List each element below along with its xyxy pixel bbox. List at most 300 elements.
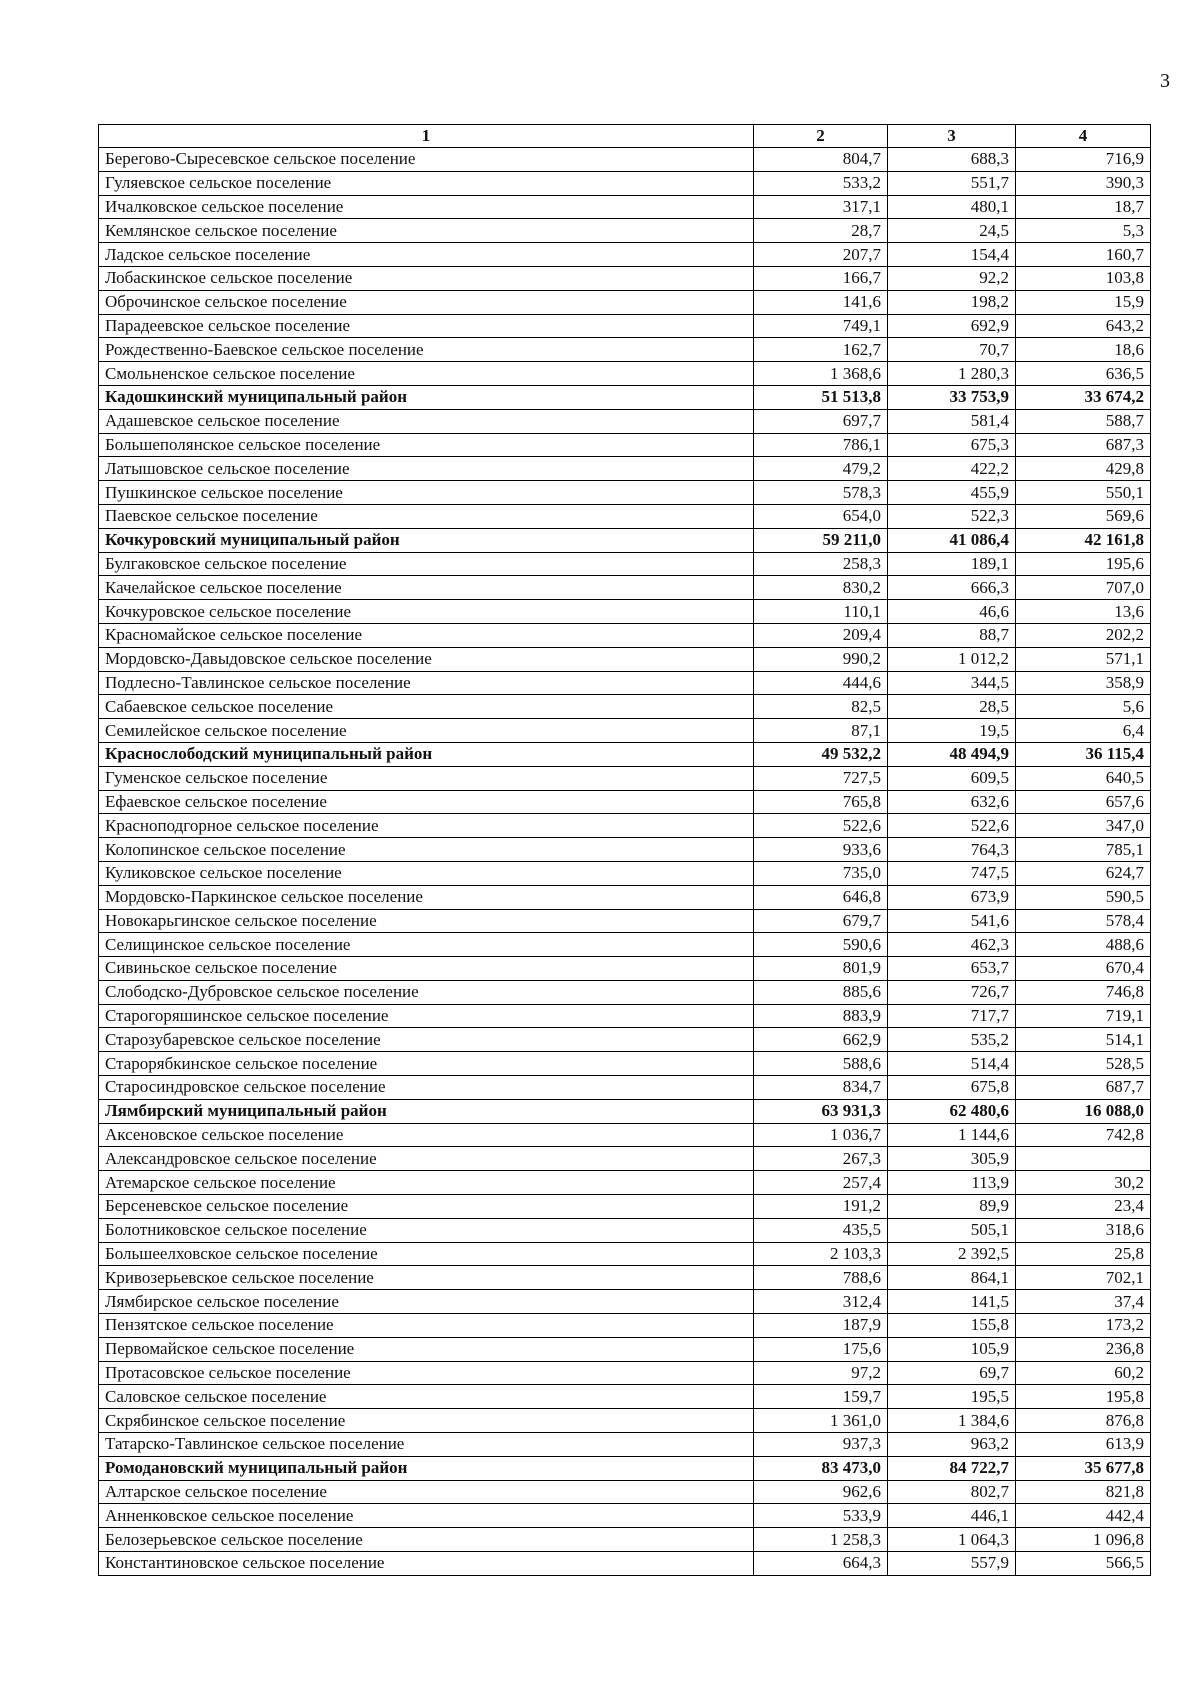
col-2-cell: 191,2: [754, 1195, 888, 1219]
table-row: [99, 1195, 1151, 1219]
col-2-cell: 883,9: [754, 1004, 888, 1028]
col-4-cell: 23,4: [1016, 1195, 1151, 1219]
col-4-cell: 37,4: [1016, 1290, 1151, 1314]
row-name-cell: Подлесно-Тавлинское сельское поселение: [99, 671, 754, 695]
col-3-cell: 105,9: [888, 1337, 1016, 1361]
col-3-cell: 92,2: [888, 266, 1016, 290]
col-4-cell: 624,7: [1016, 861, 1151, 885]
row-name-cell: Кочкуровский муниципальный район: [99, 528, 754, 552]
table-row: [99, 314, 1151, 338]
col-4-cell: 702,1: [1016, 1266, 1151, 1290]
col-3-cell: 28,5: [888, 695, 1016, 719]
row-name-cell: Пушкинское сельское поселение: [99, 481, 754, 505]
col-2-cell: 646,8: [754, 885, 888, 909]
col-4-cell: 202,2: [1016, 623, 1151, 647]
col-4-cell: 35 677,8: [1016, 1456, 1151, 1480]
col-3-cell: 675,3: [888, 433, 1016, 457]
row-name-cell: Скрябинское сельское поселение: [99, 1409, 754, 1433]
col-2-cell: 1 361,0: [754, 1409, 888, 1433]
col-2-cell: 166,7: [754, 266, 888, 290]
col-3-cell: 480,1: [888, 195, 1016, 219]
row-name-cell: Старорябкинское сельское поселение: [99, 1052, 754, 1076]
col-4-cell: 687,7: [1016, 1076, 1151, 1100]
table-row: [99, 1171, 1151, 1195]
col-4-cell: 550,1: [1016, 481, 1151, 505]
row-name-cell: Старосиндровское сельское поселение: [99, 1076, 754, 1100]
row-name-cell: Берегово-Сыресевское сельское поселение: [99, 148, 754, 172]
col-3-cell: 581,4: [888, 409, 1016, 433]
col-3-cell: 522,3: [888, 504, 1016, 528]
col-3-cell: 764,3: [888, 838, 1016, 862]
col-3-cell: 46,6: [888, 600, 1016, 624]
col-2-cell: 312,4: [754, 1290, 888, 1314]
table-row: [99, 1076, 1151, 1100]
header-col-1: 1: [99, 125, 754, 148]
row-name-cell: Пензятское сельское поселение: [99, 1314, 754, 1338]
col-4-cell: 1 096,8: [1016, 1528, 1151, 1552]
table-row: [99, 814, 1151, 838]
col-4-cell: 876,8: [1016, 1409, 1151, 1433]
col-4-cell: 33 674,2: [1016, 385, 1151, 409]
col-3-cell: 963,2: [888, 1433, 1016, 1457]
row-name-cell: Лямбирское сельское поселение: [99, 1290, 754, 1314]
col-4-cell: 571,1: [1016, 647, 1151, 671]
col-2-cell: 765,8: [754, 790, 888, 814]
col-4-cell: 590,5: [1016, 885, 1151, 909]
table-row: [99, 266, 1151, 290]
col-3-cell: 557,9: [888, 1552, 1016, 1576]
col-3-cell: 62 480,6: [888, 1099, 1016, 1123]
row-name-cell: Белозерьевское сельское поселение: [99, 1528, 754, 1552]
col-4-cell: 347,0: [1016, 814, 1151, 838]
table-row: [99, 790, 1151, 814]
district-total-row: [99, 528, 1151, 552]
row-name-cell: Старогоряшинское сельское поселение: [99, 1004, 754, 1028]
table-row: [99, 195, 1151, 219]
district-total-row: [99, 742, 1151, 766]
page-number: 3: [1160, 70, 1170, 92]
col-4-cell: 13,6: [1016, 600, 1151, 624]
row-name-cell: Оброчинское сельское поселение: [99, 290, 754, 314]
col-3-cell: 505,1: [888, 1218, 1016, 1242]
table-row: [99, 885, 1151, 909]
col-2-cell: 444,6: [754, 671, 888, 695]
row-name-cell: Первомайское сельское поселение: [99, 1337, 754, 1361]
row-name-cell: Красномайское сельское поселение: [99, 623, 754, 647]
col-2-cell: 257,4: [754, 1171, 888, 1195]
col-4-cell: 318,6: [1016, 1218, 1151, 1242]
table-row: [99, 1123, 1151, 1147]
col-2-cell: 110,1: [754, 600, 888, 624]
row-name-cell: Атемарское сельское поселение: [99, 1171, 754, 1195]
table-row: [99, 933, 1151, 957]
col-4-cell: 390,3: [1016, 171, 1151, 195]
table-row: [99, 1218, 1151, 1242]
row-name-cell: Старозубаревское сельское поселение: [99, 1028, 754, 1052]
table-row: [99, 552, 1151, 576]
table-row: [99, 409, 1151, 433]
row-name-cell: Большеполянское сельское поселение: [99, 433, 754, 457]
row-name-cell: Саловское сельское поселение: [99, 1385, 754, 1409]
col-2-cell: 435,5: [754, 1218, 888, 1242]
col-2-cell: 933,6: [754, 838, 888, 862]
col-4-cell: 670,4: [1016, 957, 1151, 981]
table-row: [99, 1409, 1151, 1433]
header-col-3: 3: [888, 125, 1016, 148]
col-4-cell: 103,8: [1016, 266, 1151, 290]
col-2-cell: 727,5: [754, 766, 888, 790]
row-name-cell: Константиновское сельское поселение: [99, 1552, 754, 1576]
col-3-cell: 666,3: [888, 576, 1016, 600]
row-name-cell: Ефаевское сельское поселение: [99, 790, 754, 814]
col-3-cell: 653,7: [888, 957, 1016, 981]
col-4-cell: 60,2: [1016, 1361, 1151, 1385]
table-row: [99, 576, 1151, 600]
col-2-cell: 588,6: [754, 1052, 888, 1076]
header-row: [99, 125, 1151, 148]
col-3-cell: 195,5: [888, 1385, 1016, 1409]
col-2-cell: 1 368,6: [754, 362, 888, 386]
col-4-cell: 15,9: [1016, 290, 1151, 314]
col-2-cell: 662,9: [754, 1028, 888, 1052]
row-name-cell: Болотниковское сельское поселение: [99, 1218, 754, 1242]
col-2-cell: 654,0: [754, 504, 888, 528]
col-3-cell: 1 064,3: [888, 1528, 1016, 1552]
col-2-cell: 834,7: [754, 1076, 888, 1100]
row-name-cell: Куликовское сельское поселение: [99, 861, 754, 885]
col-3-cell: 692,9: [888, 314, 1016, 338]
col-2-cell: 749,1: [754, 314, 888, 338]
row-name-cell: Новокарьгинское сельское поселение: [99, 909, 754, 933]
col-2-cell: 830,2: [754, 576, 888, 600]
col-2-cell: 175,6: [754, 1337, 888, 1361]
col-2-cell: 990,2: [754, 647, 888, 671]
col-2-cell: 97,2: [754, 1361, 888, 1385]
table-row: [99, 695, 1151, 719]
col-2-cell: 735,0: [754, 861, 888, 885]
col-2-cell: 209,4: [754, 623, 888, 647]
district-total-row: [99, 385, 1151, 409]
table-row: [99, 219, 1151, 243]
col-3-cell: 747,5: [888, 861, 1016, 885]
col-2-cell: 590,6: [754, 933, 888, 957]
col-3-cell: 675,8: [888, 1076, 1016, 1100]
col-4-cell: 36 115,4: [1016, 742, 1151, 766]
col-3-cell: 189,1: [888, 552, 1016, 576]
col-2-cell: 82,5: [754, 695, 888, 719]
col-3-cell: 446,1: [888, 1504, 1016, 1528]
table-row: [99, 1504, 1151, 1528]
table-row: [99, 1290, 1151, 1314]
col-2-cell: 801,9: [754, 957, 888, 981]
col-4-cell: 195,6: [1016, 552, 1151, 576]
row-name-cell: Татарско-Тавлинское сельское поселение: [99, 1433, 754, 1457]
table-row: [99, 290, 1151, 314]
col-3-cell: 1 012,2: [888, 647, 1016, 671]
row-name-cell: Ичалковское сельское поселение: [99, 195, 754, 219]
table-row: [99, 1480, 1151, 1504]
col-3-cell: 70,7: [888, 338, 1016, 362]
col-3-cell: 2 392,5: [888, 1242, 1016, 1266]
col-4-cell: 358,9: [1016, 671, 1151, 695]
col-4-cell: 528,5: [1016, 1052, 1151, 1076]
table-row: [99, 838, 1151, 862]
col-3-cell: 726,7: [888, 980, 1016, 1004]
col-2-cell: 2 103,3: [754, 1242, 888, 1266]
col-3-cell: 113,9: [888, 1171, 1016, 1195]
col-3-cell: 24,5: [888, 219, 1016, 243]
col-4-cell: 18,7: [1016, 195, 1151, 219]
col-4-cell: 514,1: [1016, 1028, 1151, 1052]
col-4-cell: 643,2: [1016, 314, 1151, 338]
row-name-cell: Латышовское сельское поселение: [99, 457, 754, 481]
table-row: [99, 1337, 1151, 1361]
col-2-cell: 49 532,2: [754, 742, 888, 766]
col-4-cell: 707,0: [1016, 576, 1151, 600]
table-row: [99, 623, 1151, 647]
row-name-cell: Кадошкинский муниципальный район: [99, 385, 754, 409]
table-row: [99, 433, 1151, 457]
district-total-row: [99, 1099, 1151, 1123]
col-4-cell: 742,8: [1016, 1123, 1151, 1147]
col-3-cell: 688,3: [888, 148, 1016, 172]
col-2-cell: 697,7: [754, 409, 888, 433]
col-4-cell: 785,1: [1016, 838, 1151, 862]
row-name-cell: Большеелховское сельское поселение: [99, 1242, 754, 1266]
col-4-cell: 30,2: [1016, 1171, 1151, 1195]
col-4-cell: 588,7: [1016, 409, 1151, 433]
col-3-cell: 802,7: [888, 1480, 1016, 1504]
col-3-cell: 48 494,9: [888, 742, 1016, 766]
col-4-cell: 569,6: [1016, 504, 1151, 528]
col-2-cell: 885,6: [754, 980, 888, 1004]
col-3-cell: 551,7: [888, 171, 1016, 195]
table-row: [99, 600, 1151, 624]
table-row: [99, 504, 1151, 528]
row-name-cell: Краснослободский муниципальный район: [99, 742, 754, 766]
col-3-cell: 305,9: [888, 1147, 1016, 1171]
col-2-cell: 578,3: [754, 481, 888, 505]
col-4-cell: 16 088,0: [1016, 1099, 1151, 1123]
col-4-cell: 746,8: [1016, 980, 1151, 1004]
col-2-cell: 804,7: [754, 148, 888, 172]
row-name-cell: Сивиньское сельское поселение: [99, 957, 754, 981]
row-name-cell: Аксеновское сельское поселение: [99, 1123, 754, 1147]
col-2-cell: 141,6: [754, 290, 888, 314]
col-3-cell: 609,5: [888, 766, 1016, 790]
table-row: [99, 1433, 1151, 1457]
header-col-4: 4: [1016, 125, 1151, 148]
col-4-cell: 429,8: [1016, 457, 1151, 481]
col-4-cell: 5,6: [1016, 695, 1151, 719]
col-4-cell: 5,3: [1016, 219, 1151, 243]
table-row: [99, 1266, 1151, 1290]
row-name-cell: Паевское сельское поселение: [99, 504, 754, 528]
row-name-cell: Адашевское сельское поселение: [99, 409, 754, 433]
table-row: [99, 171, 1151, 195]
row-name-cell: Семилейское сельское поселение: [99, 719, 754, 743]
table-body: [99, 148, 1151, 1576]
col-2-cell: 83 473,0: [754, 1456, 888, 1480]
row-name-cell: Гуляевское сельское поселение: [99, 171, 754, 195]
row-name-cell: Анненковское сельское поселение: [99, 1504, 754, 1528]
row-name-cell: Ромодановский муниципальный район: [99, 1456, 754, 1480]
row-name-cell: Лямбирский муниципальный район: [99, 1099, 754, 1123]
col-4-cell: 25,8: [1016, 1242, 1151, 1266]
row-name-cell: Слободско-Дубровское сельское поселение: [99, 980, 754, 1004]
row-name-cell: Кривозерьевское сельское поселение: [99, 1266, 754, 1290]
col-3-cell: 1 280,3: [888, 362, 1016, 386]
table-row: [99, 1528, 1151, 1552]
col-4-cell: 195,8: [1016, 1385, 1151, 1409]
col-3-cell: 632,6: [888, 790, 1016, 814]
col-2-cell: 1 036,7: [754, 1123, 888, 1147]
col-3-cell: 89,9: [888, 1195, 1016, 1219]
col-2-cell: 258,3: [754, 552, 888, 576]
table-row: [99, 1314, 1151, 1338]
data-table: [98, 124, 1151, 1576]
col-4-cell: [1016, 1147, 1151, 1171]
table-row: [99, 338, 1151, 362]
col-3-cell: 84 722,7: [888, 1456, 1016, 1480]
table-row: [99, 362, 1151, 386]
table-row: [99, 957, 1151, 981]
row-name-cell: Берсеневское сельское поселение: [99, 1195, 754, 1219]
col-2-cell: 522,6: [754, 814, 888, 838]
col-3-cell: 141,5: [888, 1290, 1016, 1314]
col-2-cell: 317,1: [754, 195, 888, 219]
row-name-cell: Селищинское сельское поселение: [99, 933, 754, 957]
col-4-cell: 636,5: [1016, 362, 1151, 386]
row-name-cell: Лобаскинское сельское поселение: [99, 266, 754, 290]
row-name-cell: Парадеевское сельское поселение: [99, 314, 754, 338]
row-name-cell: Гуменское сельское поселение: [99, 766, 754, 790]
col-2-cell: 1 258,3: [754, 1528, 888, 1552]
col-3-cell: 673,9: [888, 885, 1016, 909]
col-2-cell: 937,3: [754, 1433, 888, 1457]
col-4-cell: 442,4: [1016, 1504, 1151, 1528]
col-3-cell: 422,2: [888, 457, 1016, 481]
col-4-cell: 657,6: [1016, 790, 1151, 814]
col-4-cell: 687,3: [1016, 433, 1151, 457]
row-name-cell: Колопинское сельское поселение: [99, 838, 754, 862]
row-name-cell: Красноподгорное сельское поселение: [99, 814, 754, 838]
row-name-cell: Булгаковское сельское поселение: [99, 552, 754, 576]
col-4-cell: 236,8: [1016, 1337, 1151, 1361]
col-2-cell: 267,3: [754, 1147, 888, 1171]
table-row: [99, 861, 1151, 885]
col-4-cell: 613,9: [1016, 1433, 1151, 1457]
col-4-cell: 18,6: [1016, 338, 1151, 362]
col-2-cell: 51 513,8: [754, 385, 888, 409]
row-name-cell: Мордовско-Паркинское сельское поселение: [99, 885, 754, 909]
col-2-cell: 28,7: [754, 219, 888, 243]
table-row: [99, 481, 1151, 505]
table-row: [99, 980, 1151, 1004]
col-3-cell: 19,5: [888, 719, 1016, 743]
col-3-cell: 535,2: [888, 1028, 1016, 1052]
table-row: [99, 243, 1151, 267]
row-name-cell: Рождественно-Баевское сельское поселение: [99, 338, 754, 362]
col-3-cell: 88,7: [888, 623, 1016, 647]
col-4-cell: 566,5: [1016, 1552, 1151, 1576]
col-2-cell: 162,7: [754, 338, 888, 362]
row-name-cell: Протасовское сельское поселение: [99, 1361, 754, 1385]
row-name-cell: Ладское сельское поселение: [99, 243, 754, 267]
col-2-cell: 59 211,0: [754, 528, 888, 552]
col-4-cell: 42 161,8: [1016, 528, 1151, 552]
row-name-cell: Мордовско-Давыдовское сельское поселение: [99, 647, 754, 671]
col-4-cell: 6,4: [1016, 719, 1151, 743]
table-row: [99, 1028, 1151, 1052]
col-2-cell: 87,1: [754, 719, 888, 743]
col-2-cell: 788,6: [754, 1266, 888, 1290]
table-row: [99, 647, 1151, 671]
table-row: [99, 1385, 1151, 1409]
table-row: [99, 766, 1151, 790]
row-name-cell: Сабаевское сельское поселение: [99, 695, 754, 719]
col-4-cell: 578,4: [1016, 909, 1151, 933]
table-row: [99, 671, 1151, 695]
col-3-cell: 198,2: [888, 290, 1016, 314]
header-col-2: 2: [754, 125, 888, 148]
col-2-cell: 533,9: [754, 1504, 888, 1528]
table-row: [99, 1552, 1151, 1576]
table-row: [99, 1242, 1151, 1266]
col-3-cell: 69,7: [888, 1361, 1016, 1385]
col-3-cell: 33 753,9: [888, 385, 1016, 409]
col-2-cell: 207,7: [754, 243, 888, 267]
col-4-cell: 821,8: [1016, 1480, 1151, 1504]
col-3-cell: 41 086,4: [888, 528, 1016, 552]
col-3-cell: 455,9: [888, 481, 1016, 505]
col-3-cell: 541,6: [888, 909, 1016, 933]
col-3-cell: 155,8: [888, 1314, 1016, 1338]
col-2-cell: 187,9: [754, 1314, 888, 1338]
col-3-cell: 522,6: [888, 814, 1016, 838]
row-name-cell: Смольненское сельское поселение: [99, 362, 754, 386]
col-3-cell: 514,4: [888, 1052, 1016, 1076]
col-4-cell: 719,1: [1016, 1004, 1151, 1028]
col-2-cell: 962,6: [754, 1480, 888, 1504]
col-3-cell: 462,3: [888, 933, 1016, 957]
col-3-cell: 344,5: [888, 671, 1016, 695]
col-4-cell: 488,6: [1016, 933, 1151, 957]
table-row: [99, 1004, 1151, 1028]
district-total-row: [99, 1456, 1151, 1480]
table-row: [99, 719, 1151, 743]
col-4-cell: 640,5: [1016, 766, 1151, 790]
col-3-cell: 864,1: [888, 1266, 1016, 1290]
col-3-cell: 1 384,6: [888, 1409, 1016, 1433]
col-2-cell: 533,2: [754, 171, 888, 195]
col-4-cell: 160,7: [1016, 243, 1151, 267]
table-row: [99, 909, 1151, 933]
col-4-cell: 716,9: [1016, 148, 1151, 172]
row-name-cell: Кочкуровское сельское поселение: [99, 600, 754, 624]
row-name-cell: Александровское сельское поселение: [99, 1147, 754, 1171]
col-3-cell: 717,7: [888, 1004, 1016, 1028]
table-row: [99, 1361, 1151, 1385]
col-3-cell: 154,4: [888, 243, 1016, 267]
col-2-cell: 664,3: [754, 1552, 888, 1576]
col-4-cell: 173,2: [1016, 1314, 1151, 1338]
table-row: [99, 1147, 1151, 1171]
row-name-cell: Алтарское сельское поселение: [99, 1480, 754, 1504]
row-name-cell: Качелайское сельское поселение: [99, 576, 754, 600]
table-row: [99, 1052, 1151, 1076]
col-2-cell: 63 931,3: [754, 1099, 888, 1123]
